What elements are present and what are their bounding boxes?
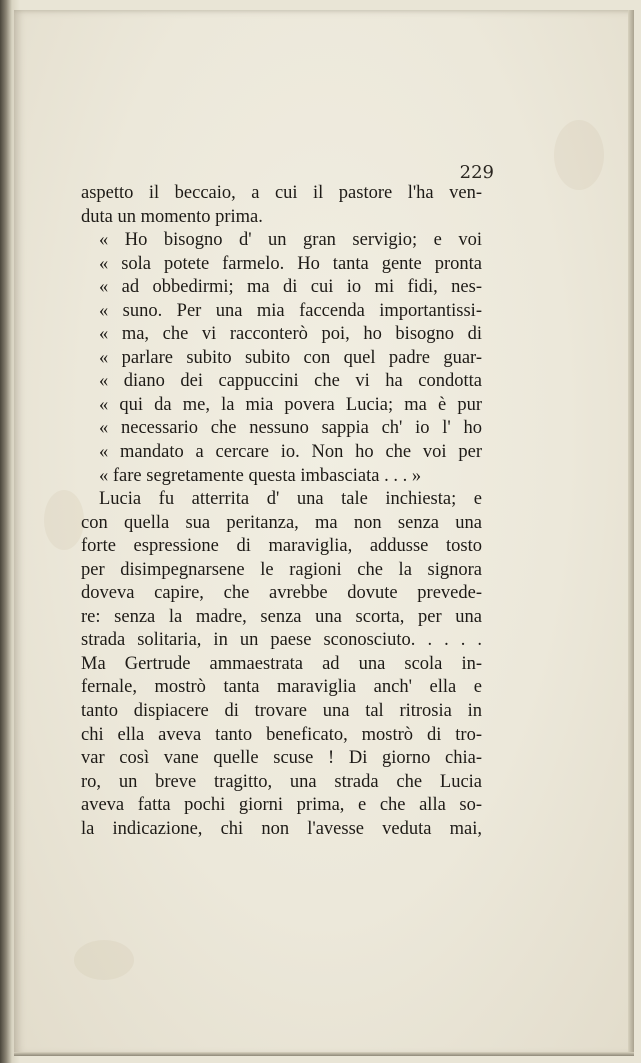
text-line: chi ella aveva tanto beneficato, mostrò di tro- (81, 724, 482, 745)
text-line: « sola potete farmelo. Ho tanta gente pronta (99, 253, 482, 274)
body-text (81, 182, 482, 841)
text-line: « suno. Per una mia faccenda importantissi- (99, 300, 482, 321)
book-page (14, 10, 634, 1056)
text-line: duta un momento prima. (81, 206, 263, 227)
text-line: var così vane quelle scuse ! Di giorno chia- (81, 748, 482, 769)
text-line: con quella sua peritanza, ma non senza una (81, 512, 482, 533)
text-line: doveva capire, che avrebbe dovute prevede- (81, 583, 482, 604)
text-line: « ad obbedirmi; ma di cui io mi fidi, nes- (99, 277, 482, 298)
text-line: aspetto il beccaio, a cui il pastore l'ha ven- (81, 183, 482, 203)
text-line: « diano dei cappuccini che vi ha condotta (99, 371, 482, 392)
text-line: tanto dispiacere di trovare una tal ritrosia in (81, 701, 482, 722)
text-line: « qui da me, la mia povera Lucia; ma è pur (99, 394, 482, 415)
text-line: « fare segretamente questa imbasciata . . . » (99, 465, 422, 486)
page-edge-bottom (14, 1052, 634, 1056)
text-line: « mandato a cercare io. Non ho che voi per (99, 442, 482, 463)
text-line: strada solitaria, in un paese sconosciuto. . . . . (81, 630, 482, 651)
page-edge-right (628, 10, 634, 1056)
text-line: per disimpegnarsene le ragioni che la signora (81, 559, 482, 580)
text-line: aveva fatta pochi giorni prima, e che alla so- (81, 795, 482, 816)
text-line: fernale, mostrò tanta maraviglia anch' ella e (81, 677, 482, 698)
text-line: « necessario che nessuno sappia ch' io l' ho (99, 418, 482, 439)
paper-stain (74, 940, 134, 980)
text-line: forte espressione di maraviglia, addusse tosto (81, 536, 482, 557)
paper-stain (44, 490, 84, 550)
text-line: « Ho bisogno d' un gran servigio; e voi (99, 230, 482, 251)
paper-stain (554, 120, 604, 190)
text-line: ro, un breve tragitto, una strada che Lucia (81, 771, 482, 792)
text-line: Ma Gertrude ammaestrata ad una scola in- (81, 653, 482, 674)
text-line: Lucia fu atterrita d' una tale inchiesta; e (99, 489, 482, 510)
text-line: « parlare subito subito con quel padre guar- (99, 347, 482, 368)
page-number: 229 (459, 162, 494, 183)
text-line: la indicazione, chi non l'avesse veduta mai, (81, 818, 482, 839)
text-line: re: senza la madre, senza una scorta, per una (81, 606, 482, 627)
text-line: « ma, che vi racconterò poi, ho bisogno di (99, 324, 482, 345)
